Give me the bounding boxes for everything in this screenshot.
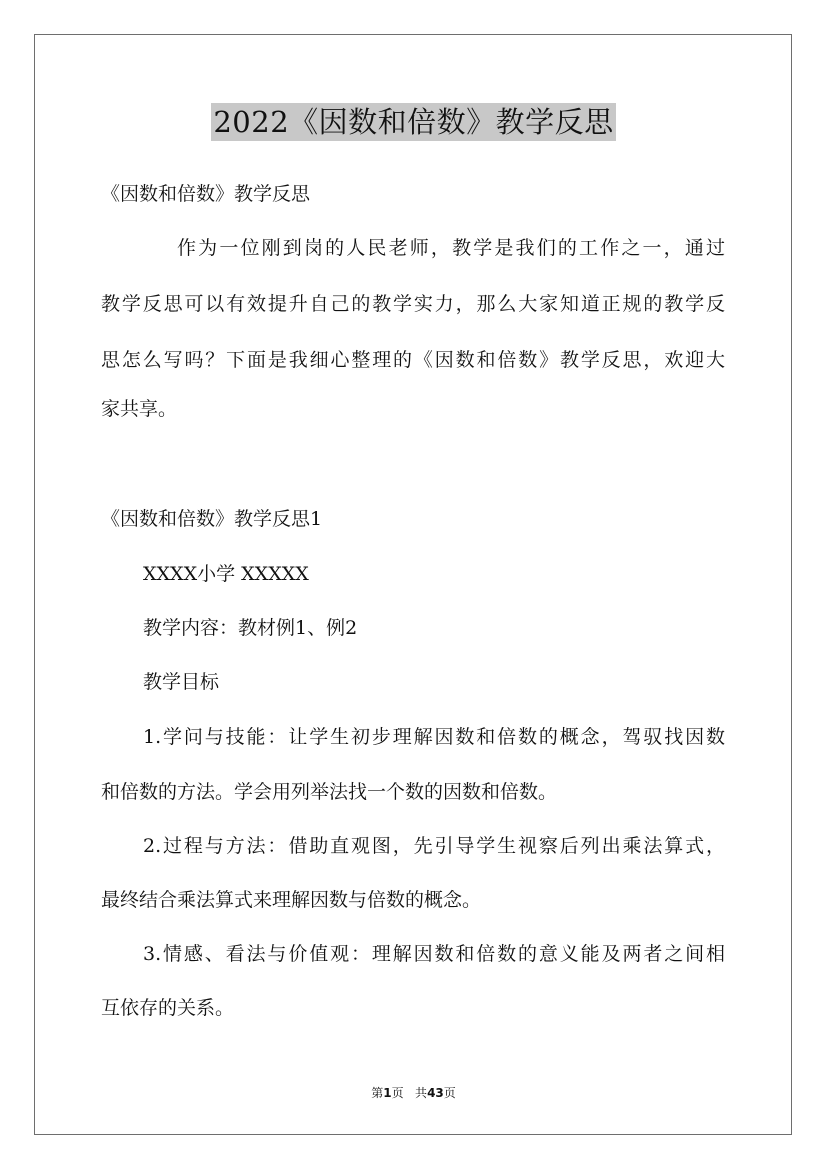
section-heading: 《因数和倍数》教学反思1 [101, 508, 323, 530]
title-container [0, 103, 827, 141]
document-subtitle: 《因数和倍数》教学反思 [101, 183, 311, 205]
goal-2-line-1: 2.过程与方法：借助直观图，先引导学生视察后列出乘法算式， [143, 835, 725, 857]
content-line: 教学内容：教材例1、例2 [143, 617, 358, 639]
intro-line-4: 家共享。 [101, 398, 178, 420]
total-suffix: 页 [443, 1086, 456, 1100]
goal-3-line-1: 3.情感、看法与价值观：理解因数和倍数的意义能及两者之间相 [143, 943, 725, 965]
document-title: 2022《因数和倍数》教学反思 [213, 105, 614, 139]
intro-line-2: 教学反思可以有效提升自己的教学实力，那么大家知道正规的教学反 [101, 293, 725, 315]
page-number: 1 [383, 1086, 392, 1100]
page-footer [0, 1085, 827, 1101]
goal-2-line-2: 最终结合乘法算式来理解因数与倍数的概念。 [101, 889, 482, 911]
total-prefix: 共 [415, 1086, 428, 1100]
page-suffix: 页 [391, 1086, 404, 1100]
goal-1-line-2: 和倍数的方法。学会用列举法找一个数的因数和倍数。 [101, 781, 558, 803]
goal-1-line-1: 1.学问与技能：让学生初步理解因数和倍数的概念，驾驭找因数 [143, 726, 725, 748]
page-prefix: 第 [371, 1086, 384, 1100]
goal-3-line-2: 互依存的关系。 [101, 997, 235, 1019]
school-line: XXXX小学 XXXXX [143, 563, 309, 585]
intro-line-1: 作为一位刚到岗的人民老师，教学是我们的工作之一，通过 [177, 237, 725, 259]
goals-heading: 教学目标 [143, 671, 220, 693]
intro-line-3: 思怎么写吗？下面是我细心整理的《因数和倍数》教学反思，欢迎大 [101, 349, 725, 371]
total-pages: 43 [427, 1086, 444, 1100]
